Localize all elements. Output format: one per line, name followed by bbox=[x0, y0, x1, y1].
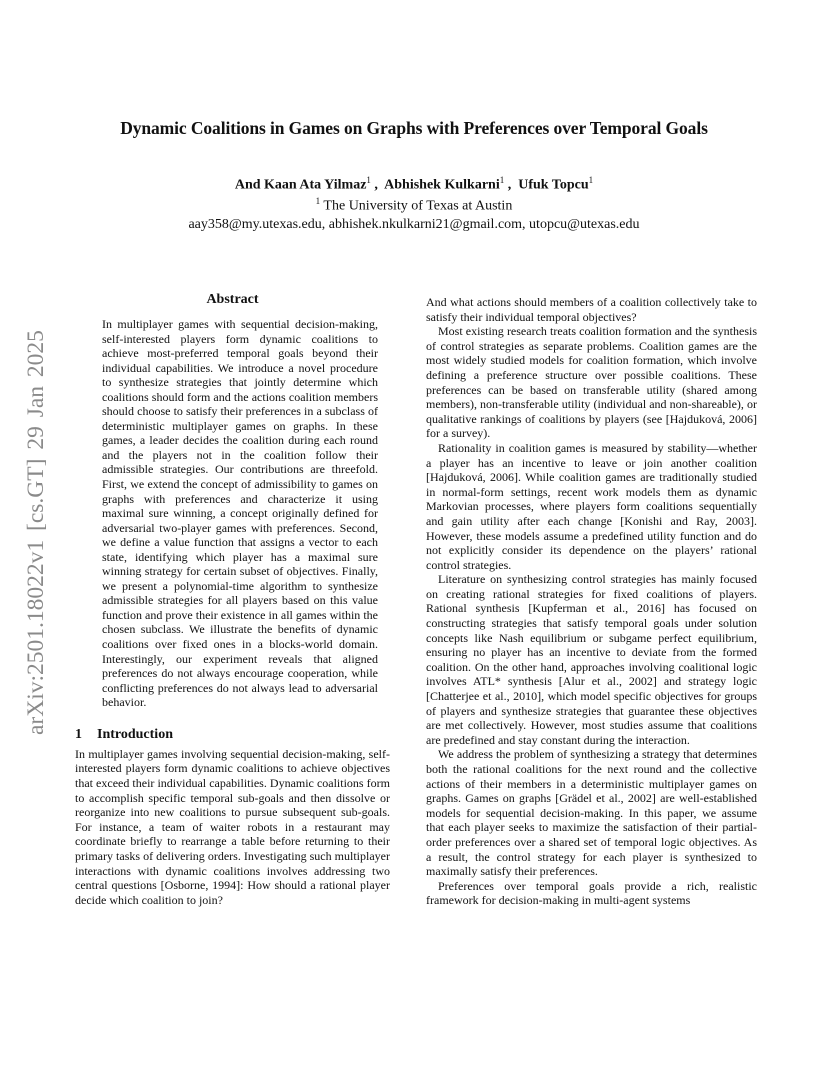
author-name: Abhishek Kulkarni bbox=[384, 177, 500, 193]
abstract-heading: Abstract bbox=[206, 292, 259, 307]
affiliation bbox=[0, 196, 828, 215]
body-paragraph: And what actions should members of a coalition collectively take to satisfy their individual temporal objectives? bbox=[426, 295, 757, 324]
author-affil-mark: 1 bbox=[366, 175, 371, 185]
affil-text: The University of Texas at Austin bbox=[323, 198, 513, 214]
arxiv-stamp: arXiv:2501.18022v1 [cs.GT] 29 Jan 2025 bbox=[23, 330, 49, 735]
intro-paragraph: In multiplayer games involving sequential decision-making, self-interested players form dynamic coalitions to achieve objectives that exceed their individual capabilities. Dynamic coalitions form to accomplish specific temporal sub-goals and then dissolve or reorganize into new coalitions to pursue subsequent sub-goals. For instance, a team of waiter robots in a restaurant may coordinate briefly to rearrange a table before returning to their primary tasks of delivering orders. Investigating such multiplayer interactions with dynamic coalitions involves addressing two central questions [Osborne, 1994]: How should a rational player decide which coalition to join? bbox=[75, 746, 390, 907]
abstract-body: In multiplayer games with sequential decision-making, self-interested players form dynamic coalitions to achieve most-preferred temporal goals beyond their individual capabilities. We introduce a novel procedure to synthesize strategies that jointly determine which coalitions should form and the actions coalition members should choose to satisfy their preferences in a subclass of deterministic multiplayer games on graphs. In these games, a leader decides the coalition during each round and the players not in the coalition follow their admissible strategies. Our contributions are threefold. First, we extend the concept of admissibility to games on graphs with preferences and characterize it using maximal sure winning, a concept originally defined for adversarial two-player games with preferences. Second, we define a value function that assigns a vector to each state, identifying which player has a maximal sure winning strategy for certain subset of objectives. Finally, we present a polynomial-time algorithm to synthesize admissible strategies for all players based on this value function and prove their existence in all games within the chosen subclass. We illustrate the benefits of dynamic coalitions over fixed ones in a blocks-world domain. Interestingly, our experiment reveals that aligned preferences do not always encourage cooperation, while conflicting preferences do not always lead to adversarial behavior. bbox=[102, 317, 378, 710]
body-paragraph: Most existing research treats coalition formation and the synthesis of control strategies as separate problems. Coalition games are the most widely studied models for coalition formation, which involve defining a preference structure over possible coalitions. These preferences can be based on transferable utility (shared among members), non-transferable utility (individual and non-shareable), or qualitative rankings of coalitions by players (see [Hajduková, 2006] for a survey). bbox=[426, 324, 757, 441]
author-affil-mark: 1 bbox=[499, 175, 505, 185]
right-column bbox=[426, 295, 757, 908]
paper-title: Dynamic Coalitions in Games on Graphs with Preferences over Temporal Goals bbox=[120, 118, 708, 138]
author-name: And Kaan Ata Yilmaz bbox=[234, 177, 367, 193]
author-name: Ufuk Topcu bbox=[518, 177, 589, 193]
body-paragraph: We address the problem of synthesizing a strategy that determines both the rational coalitions for the next round and the collective actions of their members in a deterministic multiplayer games on graphs. Games on graphs [Grädel et al., 2002] are well-established models for sequential decision-making. In this paper, we assume that each player seeks to maximize the satisfaction of their partial-order preferences over a shared set of temporal logic objectives. As a result, the control strategy for each player is synthesized to maximally satisfy their preferences. bbox=[426, 747, 757, 879]
body-paragraph: Rationality in coalition games is measured by stability—whether a player has an incentive to leave or join another coalition [Hajduková, 2006]. While coalition games are traditionally studied in normal-form settings, recent work models them as dynamic Markovian processes, where players form coalitions sequentially and gain utility after each change [Konishi and Ray, 2003]. However, these models assume a predefined utility function and do not explicitly consider its dependence on the players’ rational control strategies. bbox=[426, 440, 757, 572]
left-column bbox=[75, 292, 390, 907]
author-list: And Kaan Ata Yilmaz$^1$ , Abhishek Kulkarni$^1$ , Ufuk Topcu$^1$ bbox=[234, 175, 594, 193]
author-emails: aay358@my.utexas.edu, abhishek.nkulkarni21@gmail.com, utopcu@utexas.edu bbox=[188, 217, 640, 232]
section-heading bbox=[75, 727, 390, 743]
body-paragraph: Literature on synthesizing control strategies has mainly focused on creating rational strategies for fixed coalitions of players. Rational synthesis [Kupferman et al., 2016] has focused on constructing strategies that satisfy temporal goals under solution concepts like Nash equilibrium or subgame perfect equilibrium, ensuring no player has an incentive to deviate from the formed coalition. On the other hand, approaches involving coalitional logic involves ATL* synthesis [Alur et al., 2002] and strategy logic [Chatterjee et al., 2010], which model specific objectives for groups of players and synthesize strategies that guarantee these objectives are met collectively. However, most studies assume that coalitions are predefined and stay constant during the interaction. bbox=[426, 572, 757, 747]
section-title: Introduction bbox=[97, 726, 173, 742]
author-affil-mark: 1 bbox=[588, 175, 594, 185]
affil-mark: 1 bbox=[315, 196, 321, 206]
body-paragraph: Preferences over temporal goals provide a rich, realistic framework for decision-making in multi-agent systems bbox=[426, 878, 757, 908]
section-number: 1 bbox=[75, 726, 82, 742]
